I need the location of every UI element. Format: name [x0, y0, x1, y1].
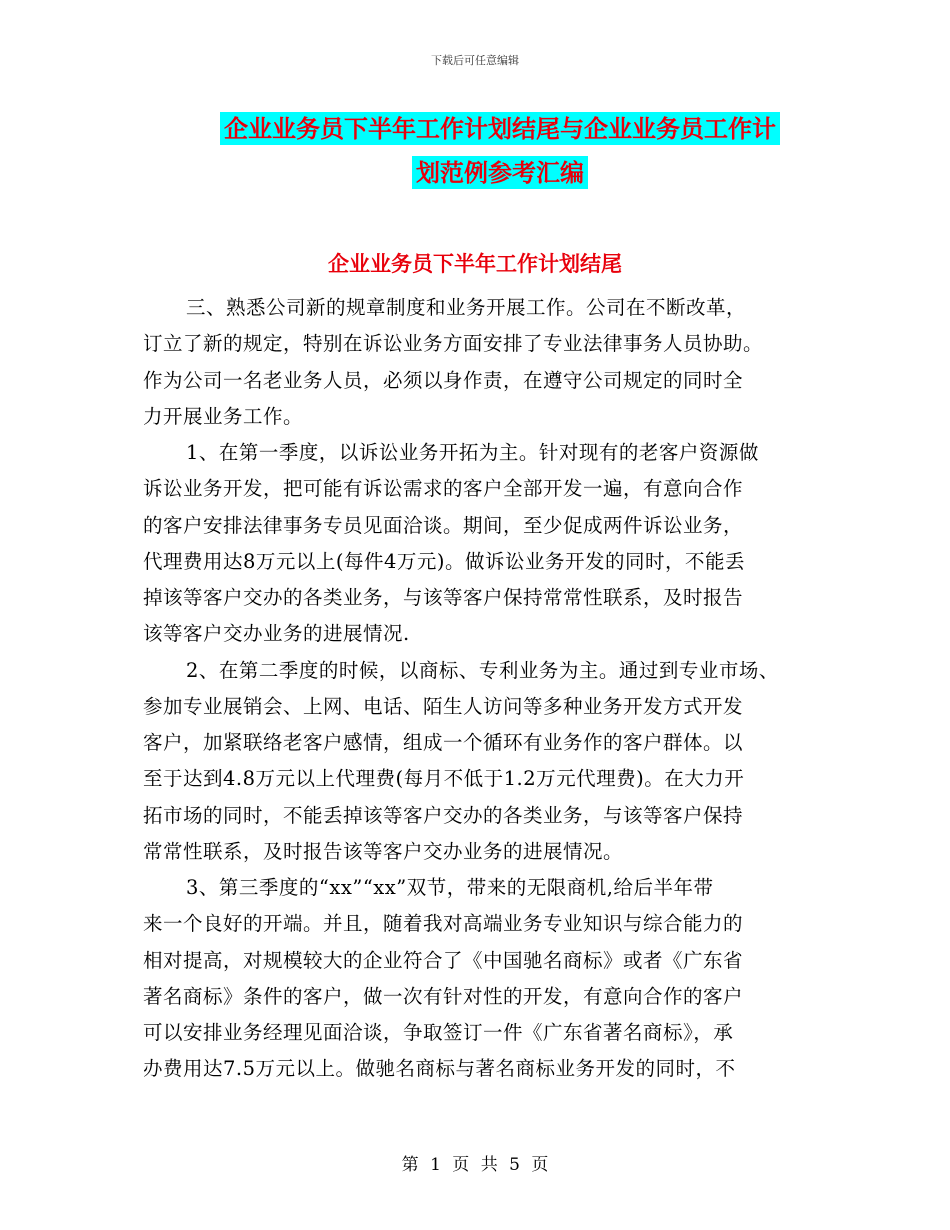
body-text	[143, 290, 815, 1088]
text-line: 至于达到4.8万元以上代理费(每月不低于1.2万元代理费)。在大力开	[143, 767, 745, 791]
text-line: 可以安排业务经理见面洽谈，争取签订一件《广东省著名商标》，承	[143, 1021, 734, 1044]
text-line: 三、熟悉公司新的规章制度和业务开展工作。公司在不断改革，	[186, 296, 747, 319]
text-line: 诉讼业务开发，把可能有诉讼需求的客户全部开发一遍，有意向合作	[143, 477, 744, 501]
header-note: 下载后可任意编辑	[431, 54, 519, 67]
document-title-line-1	[130, 114, 870, 144]
text-line: 参加专业展销会、上网、电话、陌生人访问等多种业务开发方式开发	[143, 694, 744, 718]
text-line: 力开展业务工作。	[143, 404, 304, 428]
document-title-line-2	[130, 158, 870, 188]
text-line: 客户，加紧联络老客户感情，组成一个循环有业务作的客户群体。以	[143, 731, 744, 754]
text-line: 相对提高，对规模较大的企业符合了《中国驰名商标》或者《广东省	[143, 948, 744, 972]
text-line: 的客户安排法律事务专员见面洽谈。期间，至少促成两件诉讼业务，	[143, 513, 744, 537]
document-title-text-1: 企业业务员下半年工作计划结尾与企业业务员工作计	[220, 112, 780, 145]
text-line: 办费用达7.5万元以上。做驰名商标与著名商标业务开发的同时，不	[143, 1057, 736, 1081]
page-number-footer: 第 1 页 共 5 页	[401, 1155, 549, 1175]
text-line: 订立了新的规定，特别在诉讼业务方面安排了专业法律事务人员协助。	[143, 332, 764, 356]
text-line: 著名商标》条件的客户，做一次有针对性的开发，有意向合作的客户	[143, 984, 744, 1008]
text-line: 作为公司一名老业务人员，必须以身作责，在遵守公司规定的同时全	[143, 368, 744, 392]
text-line: 掉该等客户交办的各类业务，与该等客户保持常常性联系，及时报告	[143, 586, 744, 609]
text-line: 拓市场的同时，不能丢掉该等客户交办的各类业务，与该等客户保持	[143, 803, 744, 827]
text-line: 2、在第二季度的时候，以商标、专利业务为主。通过到专业市场、	[186, 658, 779, 682]
text-line: 来一个良好的开端。并且，随着我对高端业务专业知识与综合能力的	[143, 912, 744, 936]
text-line: 代理费用达8万元以上(每件4万元)。做诉讼业务开发的同时，不能丢	[143, 549, 746, 573]
document-title-text-2: 划范例参考汇编	[412, 156, 588, 189]
text-line: 3、第三季度的“xx”“xx”双节，带来的无限商机,给后半年带	[186, 876, 714, 899]
text-line: 该等客户交办业务的进展情况.	[143, 622, 410, 646]
text-line: 1、在第一季度，以诉讼业务开拓为主。针对现有的老客户资源做	[186, 441, 759, 464]
text-line: 常常性联系，及时报告该等客户交办业务的进展情况。	[143, 839, 624, 863]
section-heading: 企业业务员下半年工作计划结尾	[328, 251, 622, 276]
